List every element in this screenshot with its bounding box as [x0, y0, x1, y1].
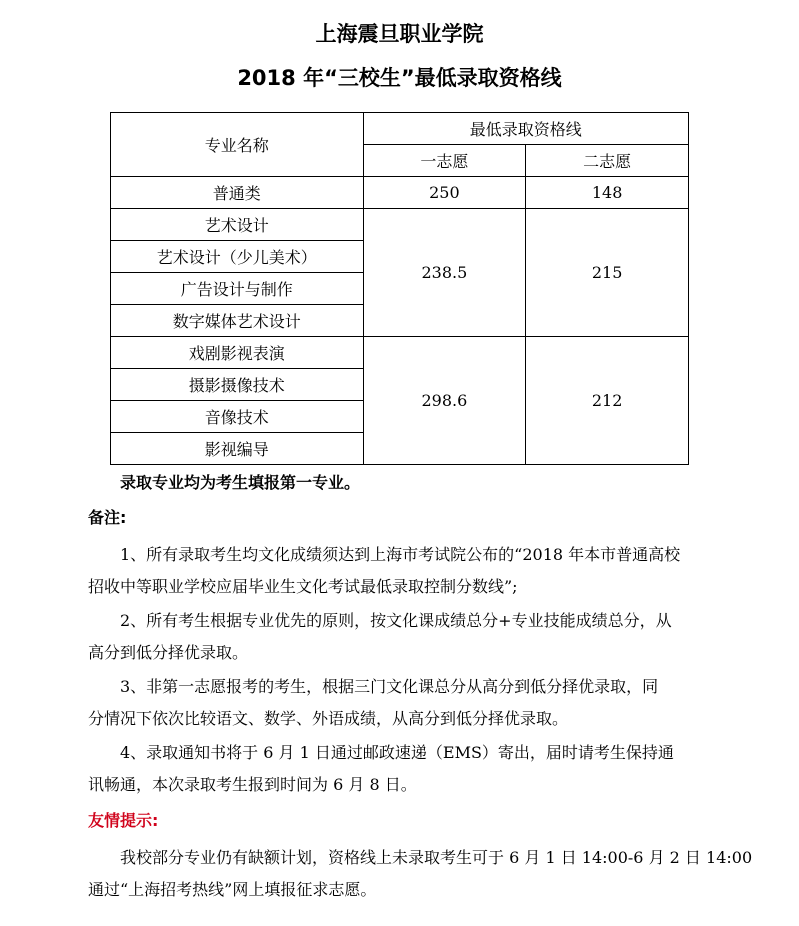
tip-line-1: 我校部分专业仍有缺额计划，资格线上未录取考生可于 6 月 1 日 14:00-6 月 2 日 14:00 [120, 848, 753, 867]
remark-2-line-1: 2、所有考生根据专业优先的原则，按文化课成绩总分+专业技能成绩总分，从 [120, 611, 672, 630]
remark-4-line-1: 4、录取通知书将于 6 月 1 日通过邮政速递（EMS）寄出，届时请考生保持通 [120, 743, 674, 762]
major-name: 广告设计与制作 [111, 273, 364, 305]
second-choice-score: 215 [526, 209, 689, 337]
major-name: 普通类 [111, 177, 364, 209]
page-subtitle: 2018 年“三校生”最低录取资格线 [237, 66, 562, 90]
tip-label: 友情提示: [88, 811, 159, 830]
notice-text: 录取专业均为考生填报第一专业。 [120, 473, 361, 492]
major-name: 艺术设计 [111, 209, 364, 241]
major-name: 数字媒体艺术设计 [111, 305, 364, 337]
major-name: 艺术设计（少儿美术） [111, 241, 364, 273]
remark-2-line-2: 高分到低分择优录取。 [88, 643, 249, 662]
second-choice-score: 212 [526, 337, 689, 465]
major-name: 摄影摄像技术 [111, 369, 364, 401]
remark-3-line-2: 分情况下依次比较语文、数学、外语成绩，从高分到低分择优录取。 [88, 709, 569, 728]
admission-table [110, 112, 689, 465]
first-choice-score: 298.6 [363, 337, 526, 465]
tip-line-2: 通过“上海招考热线”网上填报征求志愿。 [88, 880, 377, 899]
major-name: 音像技术 [111, 401, 364, 433]
page-title: 上海震旦职业学院 [315, 22, 484, 46]
remark-1-line-2: 招收中等职业学校应届毕业生文化考试最低录取控制分数线”; [88, 577, 518, 596]
remarks-label: 备注: [88, 508, 127, 527]
remark-3-line-1: 3、非第一志愿报考的考生，根据三门文化课总分从高分到低分择优录取，同 [120, 677, 659, 696]
remark-4-line-2: 讯畅通，本次录取考生报到时间为 6 月 8 日。 [88, 775, 417, 794]
major-name-header: 专业名称 [111, 113, 364, 177]
first-choice-score: 238.5 [363, 209, 526, 337]
second-choice-score: 148 [526, 177, 689, 209]
remark-1-line-1: 1、所有录取考生均文化成绩须达到上海市考试院公布的“2018 年本市普通高校 [120, 545, 681, 564]
major-name: 戏剧影视表演 [111, 337, 364, 369]
first-choice-score: 250 [363, 177, 526, 209]
major-name: 影视编导 [111, 433, 364, 465]
first-choice-header: 一志愿 [363, 145, 526, 177]
second-choice-header: 二志愿 [526, 145, 689, 177]
min-line-header: 最低录取资格线 [363, 113, 688, 145]
